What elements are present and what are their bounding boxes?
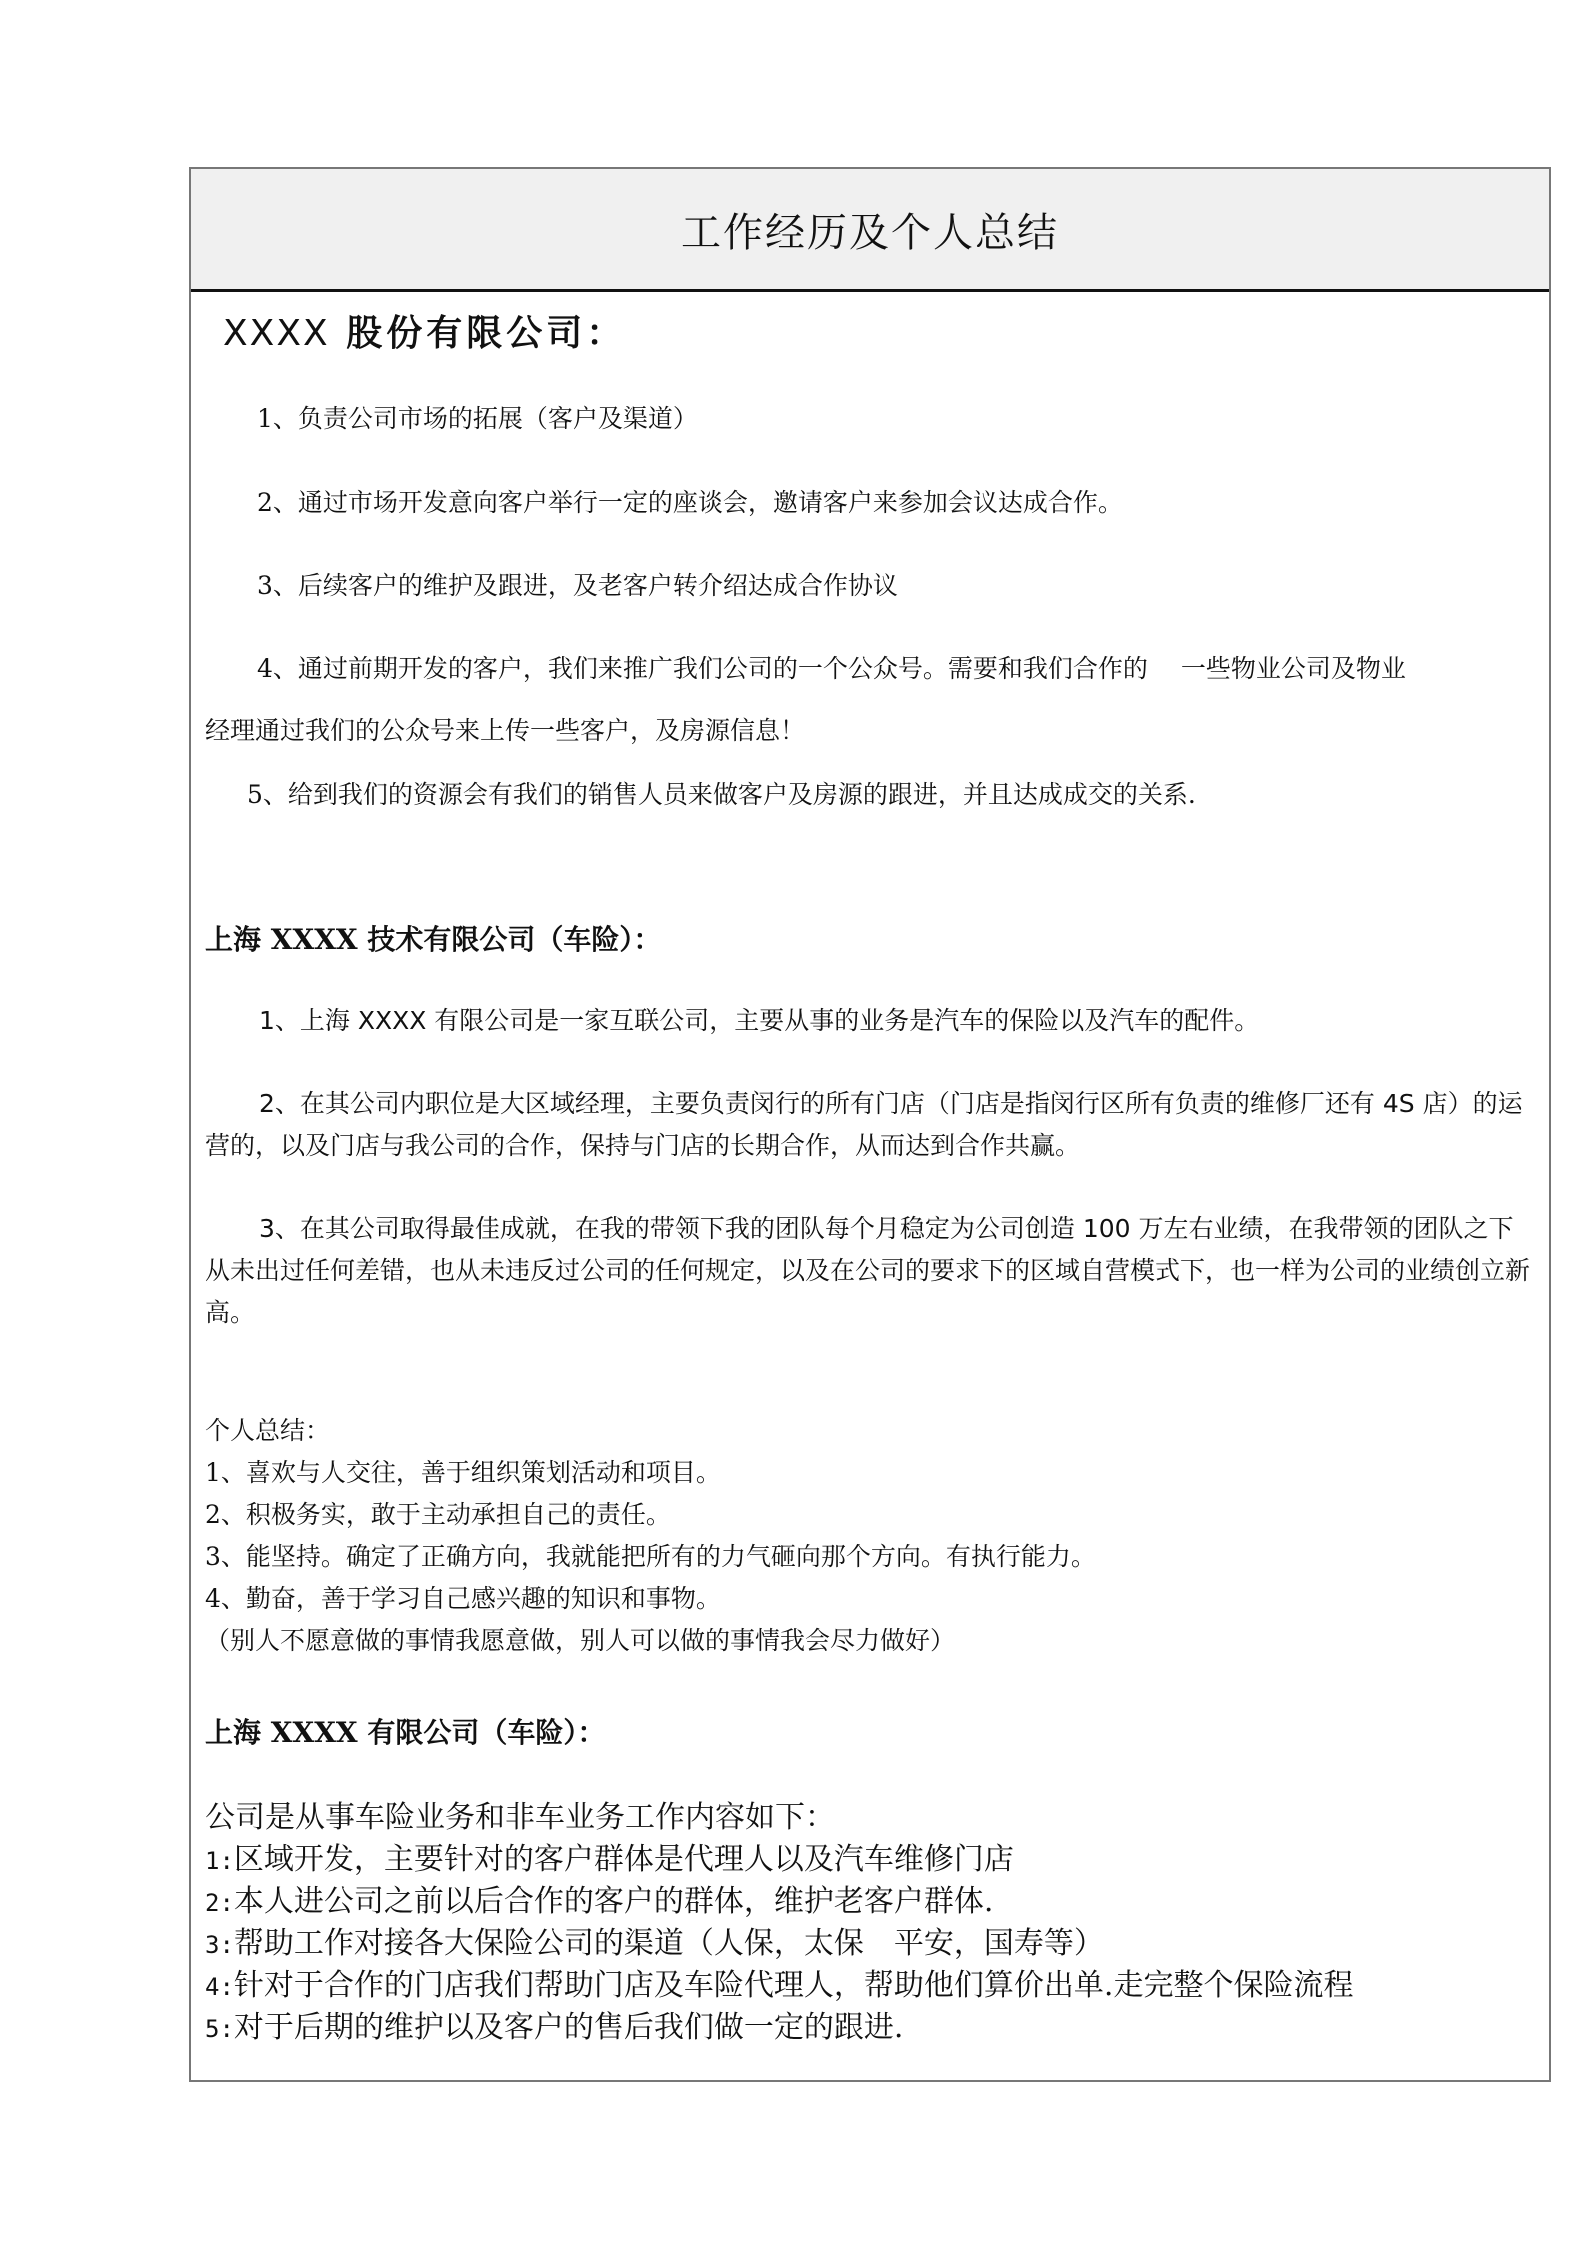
document-title: 工作经历及个人总结: [681, 209, 1059, 256]
item-text: 对于后期的维护以及客户的售后我们做一定的跟进.: [233, 2010, 904, 2045]
item-number: 2、: [257, 488, 298, 517]
summary-label: 个人总结：: [205, 1416, 331, 1445]
company1-item: [257, 571, 1535, 601]
company2-paragraph: 1、上海 XXXX 有限公司是一家互联公司，主要从事的业务是汽车的保险以及汽车的配件。: [259, 1006, 1260, 1035]
summary-item: 3、能坚持。确定了正确方向，我就能把所有的力气砸向那个方向。有执行能力。: [205, 1542, 1096, 1571]
item-number: 5、: [247, 780, 288, 809]
company2-paragraph: 2、在其公司内职位是大区域经理，主要负责闵行的所有门店（门店是指闵行区所有负责的维修厂还有 4S 店）的运营的，以及门店与我公司的合作，保持与门店的长期合作，从而达到合作共赢。: [205, 1089, 1523, 1160]
item-number: 3:: [205, 1931, 234, 1959]
summary-item: 4、勤奋，善于学习自己感兴趣的知识和事物。: [205, 1584, 721, 1613]
item-number: 1:: [205, 1847, 234, 1875]
company3-item: [205, 1842, 1535, 1878]
company2-paragraph: 3、在其公司取得最佳成就，在我的带领下我的团队每个月稳定为公司创造 100 万左右业绩，在我带领的团队之下 从未出过任何差错，也从未违反过公司的任何规定，以及在公司的要求下的区域自营模式下，也一样为公司的业绩创立新高。: [205, 1214, 1531, 1327]
item-text: 通过前期开发的客户，我们来推广我们公司的一个公众号。需要和我们合作的 一些物业公司及物业: [297, 654, 1406, 683]
company3-item: [205, 1926, 1535, 1962]
summary-note: （别人不愿意做的事情我愿意做，别人可以做的事情我会尽力做好）: [205, 1626, 956, 1655]
item-text: 后续客户的维护及跟进，及老客户转介绍达成合作协议: [297, 571, 898, 600]
company3-heading: 上海 XXXX 有限公司（车险）：: [205, 1716, 606, 1749]
item-number: 5:: [205, 2015, 234, 2043]
company3-item: [205, 1968, 1535, 2004]
summary-item: 1、喜欢与人交往，善于组织策划活动和项目。: [205, 1458, 721, 1487]
company1-item: [257, 488, 1535, 518]
title-bar: [191, 169, 1549, 292]
item-number: 1、: [257, 404, 298, 433]
company3-item: [205, 2010, 1535, 2046]
company1-item: [247, 780, 1535, 810]
item-number: 2:: [205, 1889, 234, 1917]
company1-heading-text: 股份有限公司：: [329, 312, 627, 354]
resume-document: [189, 167, 1551, 2082]
item-text: 区域开发，主要针对的客户群体是代理人以及汽车维修门店: [233, 1842, 1014, 1877]
item-text: 给到我们的资源会有我们的销售人员来做客户及房源的跟进，并且达成成交的关系.: [287, 780, 1196, 809]
item-text: 负责公司市场的拓展（客户及渠道）: [297, 404, 698, 433]
company3-intro: 公司是从事车险业务和非车业务工作内容如下：: [205, 1800, 835, 1835]
company3-item: [205, 1884, 1535, 1920]
company1-heading-mark: XXXX: [223, 313, 330, 354]
item-text: 本人进公司之前以后合作的客户的群体，维护老客户群体.: [233, 1884, 994, 1919]
item-number: 4:: [205, 1973, 234, 2001]
summary-item: 2、积极务实，敢于主动承担自己的责任。: [205, 1500, 671, 1529]
company2-heading: 上海 XXXX 技术有限公司（车险）：: [205, 923, 662, 956]
company1-heading: [223, 312, 1535, 355]
item-text: 通过市场开发意向客户举行一定的座谈会，邀请客户来参加会议达成合作。: [297, 488, 1123, 517]
item-number: 3、: [257, 571, 298, 600]
company1-item: [257, 654, 1535, 684]
item-text: 针对于合作的门店我们帮助门店及车险代理人，帮助他们算价出单.走完整个保险流程: [233, 1968, 1354, 2003]
item-number: 4、: [257, 654, 298, 683]
company1-item-continuation: 经理通过我们的公众号来上传一些客户，及房源信息！: [205, 716, 806, 745]
company1-item: [257, 404, 1535, 434]
item-text: 帮助工作对接各大保险公司的渠道（人保，太保 平安，国寿等）: [233, 1926, 1104, 1961]
